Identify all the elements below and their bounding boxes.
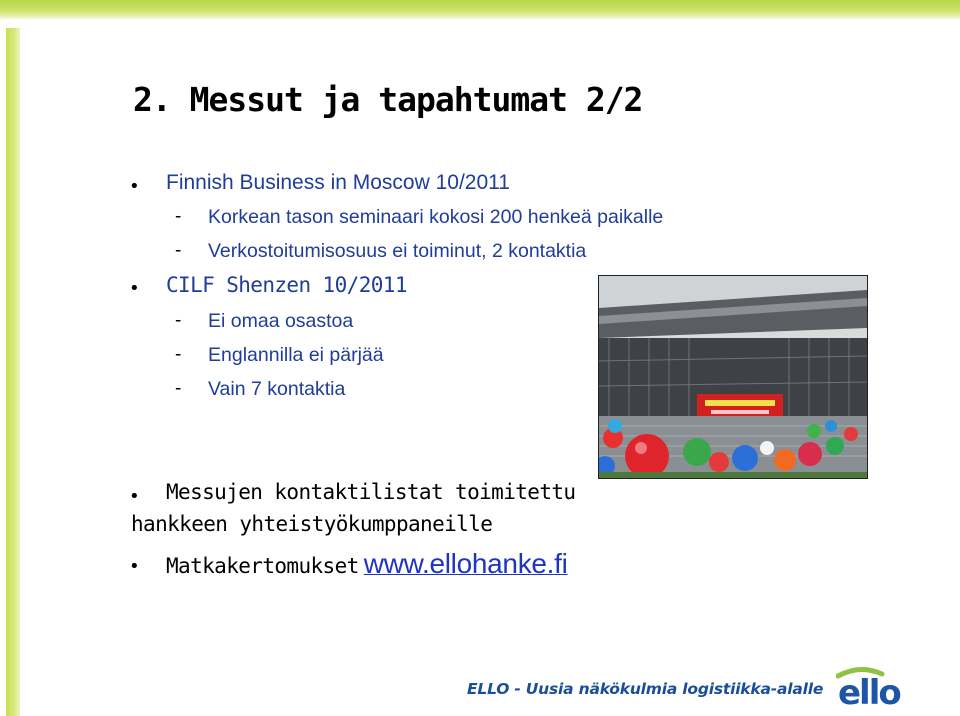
slide-title: 2. Messut ja tapahtumat 2/2	[133, 80, 643, 119]
ellohanke-link[interactable]: www.ellohanke.fi	[363, 548, 568, 579]
sub-item-seminaari: Korkean tason seminaari kokosi 200 henkeä paikalle	[208, 206, 664, 228]
bullet-matkakertomukset	[166, 548, 568, 580]
sub-dash: -	[175, 378, 182, 399]
bullet-finnish-business: Finnish Business in Moscow 10/2011	[166, 171, 510, 194]
bullet-dot: •	[129, 176, 140, 197]
sub-item-verkostoitumis: Verkostoitumisosuus ei toiminut, 2 kontaktia	[208, 240, 587, 262]
matkakertomukset-label: Matkakertomukset	[166, 554, 359, 578]
ello-logo	[836, 662, 932, 708]
ello-logo-mark	[836, 662, 932, 708]
sub-dash: -	[175, 310, 182, 331]
bullet-kontaktilistat-continuation: hankkeen yhteistyökumppaneille	[131, 512, 493, 536]
bullet-dot: •	[129, 556, 140, 577]
sub-item-kontaktia: Vain 7 kontaktia	[208, 378, 346, 400]
footer-tagline: ELLO - Uusia näkökulmia logistiikka-alalle	[467, 680, 824, 698]
sub-dash: -	[175, 206, 182, 227]
top-accent-bar	[0, 0, 960, 20]
bullet-dot: •	[129, 278, 140, 299]
sub-dash: -	[175, 240, 182, 261]
bullet-dot: •	[129, 486, 140, 507]
svg-text:ello: ello	[838, 673, 900, 708]
sub-item-osastoa: Ei omaa osastoa	[208, 310, 354, 332]
bullet-cilf-shenzen: CILF Shenzen 10/2011	[166, 273, 407, 297]
left-accent-bar	[6, 28, 20, 716]
sub-dash: -	[175, 344, 182, 365]
sub-item-englannilla: Englannilla ei pärjää	[208, 344, 384, 366]
bullet-kontaktilistat: Messujen kontaktilistat toimitettu	[166, 480, 576, 504]
exhibition-photo	[598, 275, 868, 479]
exhibition-hall-image	[599, 276, 867, 478]
